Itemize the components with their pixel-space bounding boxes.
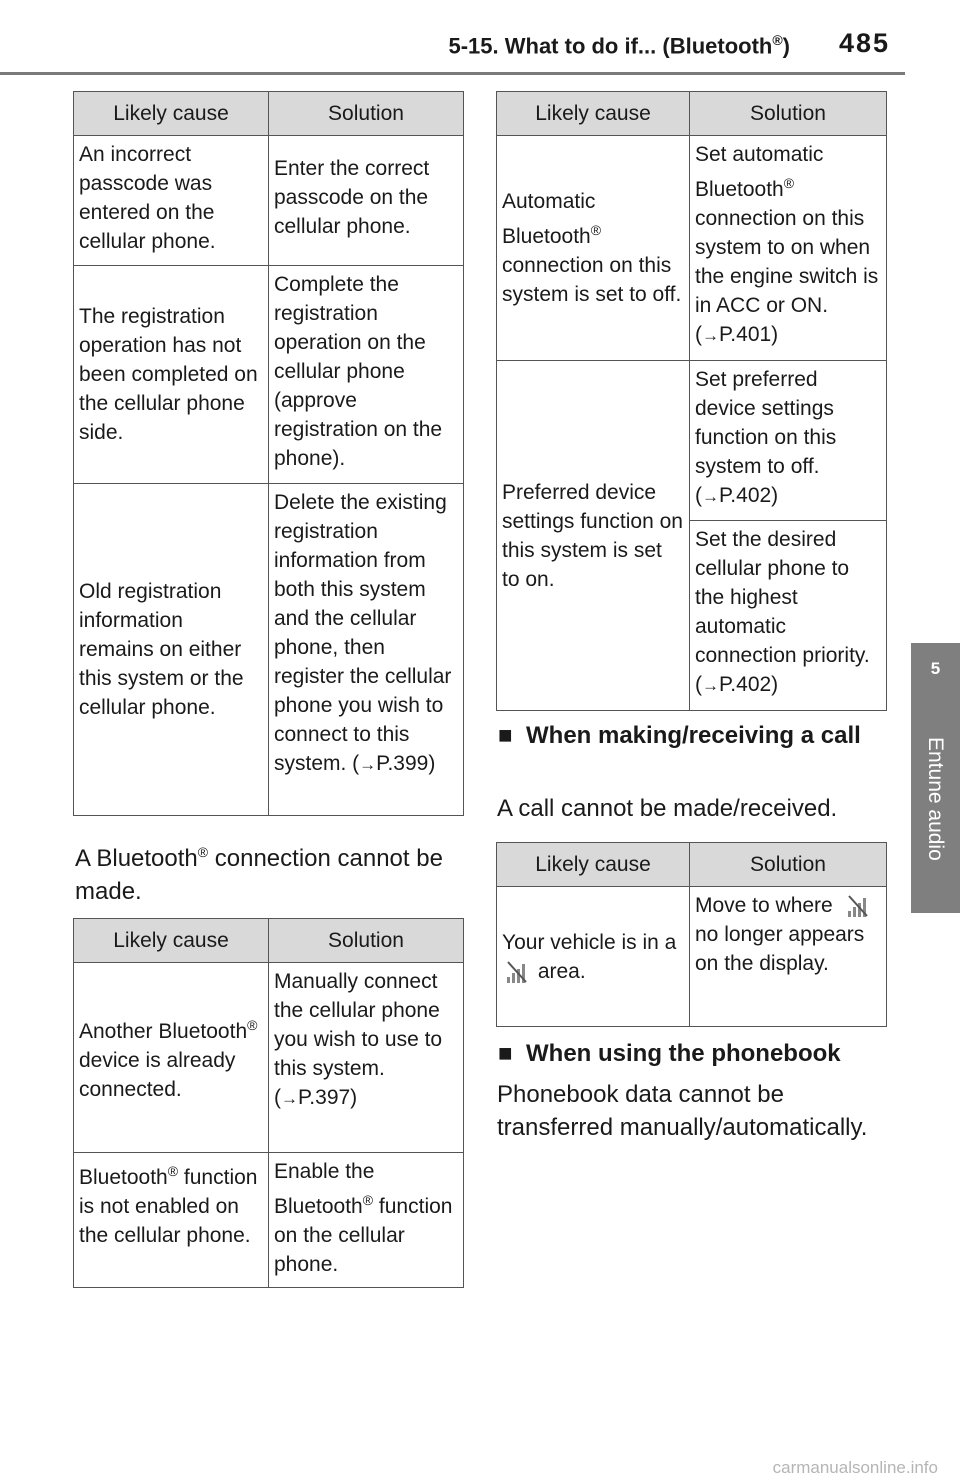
solution-cell: Manually connect the cellular phone you wish to use to this system. (→P.397) [269, 963, 464, 1153]
column-header-solution: Solution [269, 92, 464, 136]
connection-problem-text: A Bluetooth® connection cannot be made. [75, 844, 443, 905]
solution-cell: Set the desired cellular phone to the highest automatic connection priority. (→P.402) [690, 521, 887, 711]
auto-connection-table [496, 91, 887, 711]
column-header-cause: Likely cause [74, 919, 269, 963]
cause-cell: Bluetooth® function is not enabled on the cellular phone. [74, 1153, 269, 1288]
call-section-heading: ■ When making/receiving a call [498, 720, 906, 752]
section-marker: ■ [498, 1040, 513, 1067]
cause-cell: The registration operation has not been completed on the cellular phone side. [74, 266, 269, 484]
column-header-cause: Likely cause [497, 92, 690, 136]
chapter-label: Entune audio [924, 737, 947, 861]
solution-cell: Complete the registration operation on the cellular phone (approve registration on the phone). [269, 266, 464, 484]
solution-cell: Enter the correct passcode on the cellular phone. [269, 136, 464, 266]
cause-cell: Another Bluetooth® device is already connected. [74, 963, 269, 1153]
header-rule [0, 72, 905, 75]
column-header-solution: Solution [690, 843, 887, 887]
column-header-solution: Solution [690, 92, 887, 136]
column-header-solution: Solution [269, 919, 464, 963]
solution-cell: Set preferred device settings function on this system to off. (→P.402) [690, 361, 887, 521]
cause-cell: Old registration information remains on either this system or the cellular phone. [74, 484, 269, 816]
solution-cell: Delete the existing registration information from both this system and the cellular phone, then register the cellular phone you wish to connect to this system. (→P.399) [269, 484, 464, 816]
section-marker: ■ [498, 722, 513, 749]
passcode-table [73, 91, 464, 816]
phonebook-problem-text: Phonebook data cannot be transferred manually/automatically. [497, 1081, 868, 1141]
call-table [496, 842, 887, 1027]
cause-cell: An incorrect passcode was entered on the cellular phone. [74, 136, 269, 266]
no-signal-icon [506, 960, 528, 984]
no-signal-icon [847, 894, 869, 918]
chapter-number: 5 [930, 659, 941, 678]
page-number: 485 [838, 28, 890, 58]
call-problem-text: A call cannot be made/received. [497, 795, 838, 822]
solution-cell: Enable the Bluetooth® function on the cellular phone. [269, 1153, 464, 1288]
watermark: carmanualsonline.info [772, 1458, 938, 1477]
cause-cell: Automatic Bluetooth® connection on this system is set to off. [497, 136, 690, 361]
cause-cell: Preferred device settings function on this system is set to on. [497, 361, 690, 711]
phonebook-section-heading: ■ When using the phonebook [498, 1038, 916, 1070]
page-header [0, 0, 960, 74]
column-header-cause: Likely cause [497, 843, 690, 887]
section-title: 5-15. What to do if... (Bluetooth®) [448, 32, 790, 59]
column-header-cause: Likely cause [74, 92, 269, 136]
connection-table [73, 918, 464, 1288]
solution-cell: Set automatic Bluetooth® connection on this system to on when the engine switch is in ACC or ON. (→P.401) [690, 136, 887, 361]
solution-cell: Move to where no longer appears on the display. [690, 887, 887, 1027]
chapter-tab [911, 643, 960, 913]
cause-cell: Your vehicle is in a area. [497, 887, 690, 1027]
